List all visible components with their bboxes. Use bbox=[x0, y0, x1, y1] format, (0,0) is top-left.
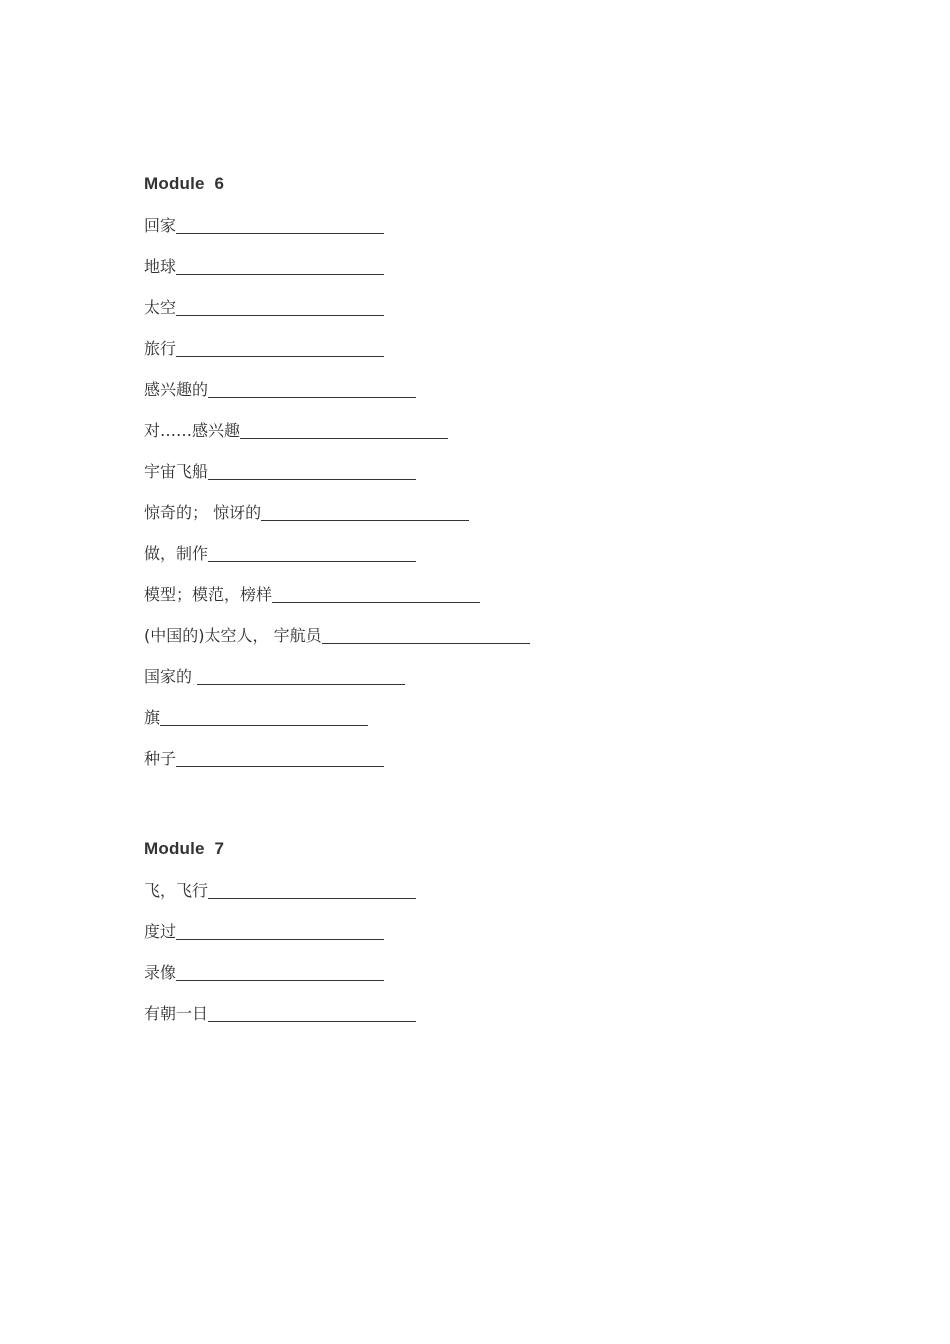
vocab-prompt: (中国的)太空人， 宇航员 bbox=[144, 626, 322, 645]
answer-blank[interactable] bbox=[208, 561, 416, 562]
answer-blank[interactable] bbox=[272, 602, 480, 603]
vocab-prompt: 度过 bbox=[144, 922, 177, 941]
vocab-prompt: 做，制作 bbox=[144, 544, 209, 563]
vocab-row bbox=[144, 499, 469, 523]
vocab-row bbox=[144, 212, 384, 236]
vocab-prompt: 旗 bbox=[144, 708, 161, 727]
vocab-row bbox=[144, 417, 448, 441]
answer-blank[interactable] bbox=[176, 274, 384, 275]
answer-blank[interactable] bbox=[208, 1021, 416, 1022]
answer-blank[interactable] bbox=[176, 939, 384, 940]
vocab-row bbox=[144, 622, 530, 646]
vocab-prompt: 录像 bbox=[144, 963, 177, 982]
vocab-prompt: 惊奇的； 惊讶的 bbox=[144, 503, 262, 522]
answer-blank[interactable] bbox=[197, 684, 405, 685]
vocab-row bbox=[144, 458, 416, 482]
module-7-heading: Module 7 bbox=[144, 839, 225, 858]
answer-blank[interactable] bbox=[160, 725, 368, 726]
answer-blank[interactable] bbox=[208, 397, 416, 398]
vocab-row bbox=[144, 540, 416, 564]
vocab-row bbox=[144, 376, 416, 400]
vocab-row bbox=[144, 581, 480, 605]
vocab-prompt: 太空 bbox=[144, 298, 177, 317]
vocab-prompt: 种子 bbox=[144, 749, 177, 768]
answer-blank[interactable] bbox=[261, 520, 469, 521]
vocab-prompt: 对……感兴趣 bbox=[144, 421, 241, 440]
answer-blank[interactable] bbox=[176, 315, 384, 316]
vocab-prompt: 地球 bbox=[144, 257, 177, 276]
vocab-row bbox=[144, 335, 384, 359]
vocab-prompt: 有朝一日 bbox=[144, 1004, 209, 1023]
answer-blank[interactable] bbox=[208, 898, 416, 899]
vocab-prompt: 旅行 bbox=[144, 339, 177, 358]
vocab-prompt: 回家 bbox=[144, 216, 177, 235]
vocab-row bbox=[144, 663, 405, 687]
vocab-row bbox=[144, 877, 416, 901]
answer-blank[interactable] bbox=[208, 479, 416, 480]
vocab-row bbox=[144, 294, 384, 318]
answer-blank[interactable] bbox=[176, 356, 384, 357]
vocab-prompt: 模型；模范，榜样 bbox=[144, 585, 273, 604]
answer-blank[interactable] bbox=[240, 438, 448, 439]
vocab-row bbox=[144, 959, 384, 983]
vocab-row bbox=[144, 745, 384, 769]
vocab-row bbox=[144, 704, 368, 728]
vocab-prompt: 飞，飞行 bbox=[144, 881, 209, 900]
answer-blank[interactable] bbox=[176, 766, 384, 767]
vocab-prompt: 宇宙飞船 bbox=[144, 462, 209, 481]
module-6-heading: Module 6 bbox=[144, 174, 225, 193]
vocab-row bbox=[144, 1000, 416, 1024]
vocab-row bbox=[144, 253, 384, 277]
vocab-row bbox=[144, 918, 384, 942]
vocab-prompt: 感兴趣的 bbox=[144, 380, 209, 399]
vocab-prompt: 国家的 bbox=[144, 667, 193, 686]
answer-blank[interactable] bbox=[176, 233, 384, 234]
answer-blank[interactable] bbox=[176, 980, 384, 981]
answer-blank[interactable] bbox=[322, 643, 530, 644]
